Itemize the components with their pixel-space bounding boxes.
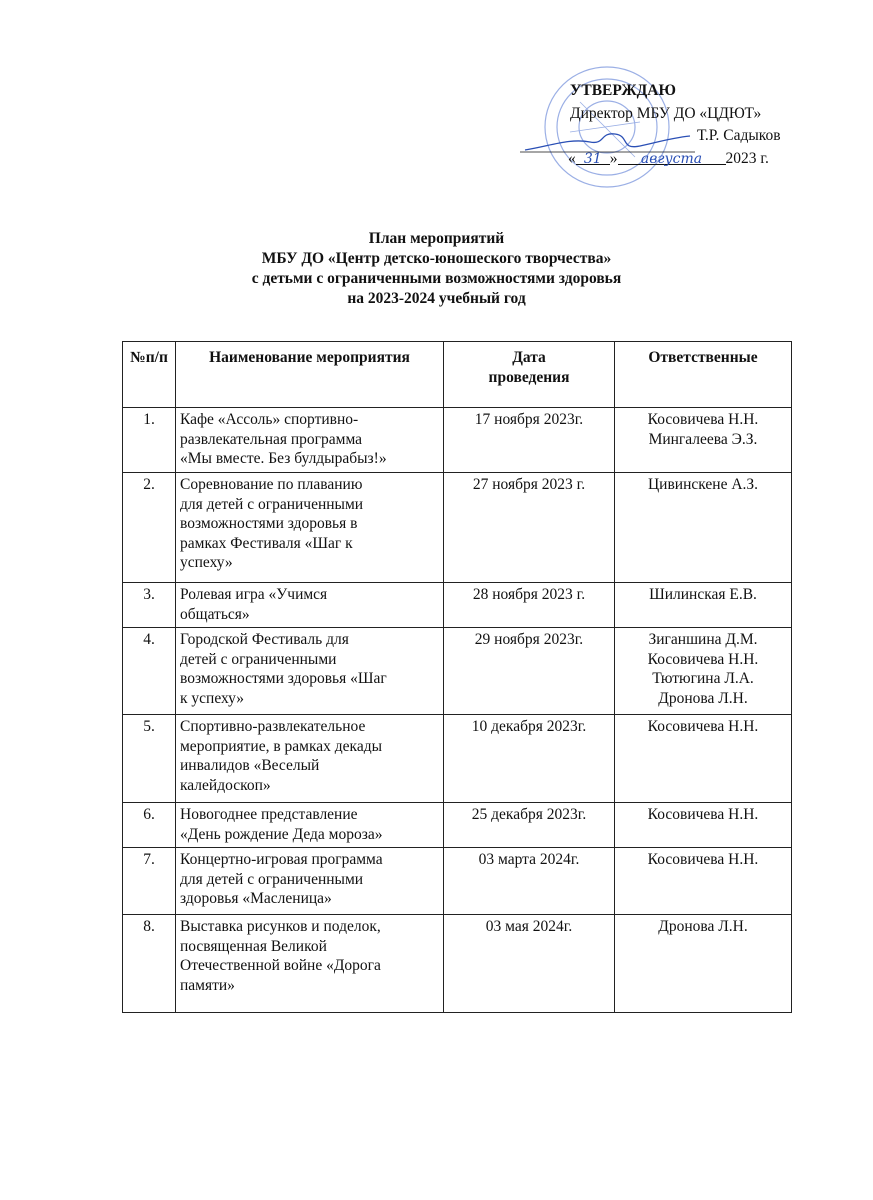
table-body [123, 408, 792, 1013]
event-name-line: памяти» [180, 976, 235, 994]
title-line-1: План мероприятий [368, 230, 505, 247]
event-name [176, 473, 444, 583]
table-header-row [123, 342, 792, 408]
responsible-person: Тютюгина Л.А. [652, 670, 754, 687]
event-date: 25 декабря 2023г. [444, 803, 615, 848]
event-name-line: Городской Фестиваль для [180, 631, 349, 648]
event-responsible [615, 848, 792, 915]
row-number: 1. [123, 408, 176, 473]
table-row [123, 628, 792, 715]
event-responsible [615, 803, 792, 848]
row-number: 3. [123, 583, 176, 628]
event-name [176, 715, 444, 803]
event-name [176, 583, 444, 628]
event-name [176, 408, 444, 473]
event-name-line: детей с ограниченными [180, 650, 337, 668]
event-name-line: развлекательная программа [180, 430, 363, 448]
row-number: 7. [123, 848, 176, 915]
table-row [123, 408, 792, 473]
title-line-2: МБУ ДО «Центр детско-юношеского творчества» [261, 250, 612, 267]
event-name-line: «День рождение Деда мороза» [180, 825, 383, 843]
row-number: 6. [123, 803, 176, 848]
approval-position: Директор МБУ ДО «ЦДЮТ» [570, 105, 762, 122]
table-row [123, 583, 792, 628]
approval-date [568, 148, 769, 170]
responsible-person: Дронова Л.Н. [658, 918, 748, 935]
title-line-4: на 2023-2024 учебный год [347, 290, 526, 307]
responsible-person: Дронова Л.Н. [658, 689, 748, 707]
event-name-line: Новогоднее представление [180, 806, 358, 823]
event-name-line: Выставка рисунков и поделок, [180, 918, 381, 935]
table-row [123, 915, 792, 1013]
event-date: 28 ноября 2023 г. [444, 583, 615, 628]
event-name-line: Ролевая игра «Учимся [180, 586, 328, 603]
event-name-line: успеху» [180, 554, 233, 571]
row-number: 2. [123, 473, 176, 583]
event-name-line: Соревнование по плаванию [180, 476, 363, 493]
event-date: 17 ноября 2023г. [444, 408, 615, 473]
event-name-line: посвященная Великой [180, 937, 327, 955]
events-table [122, 341, 792, 1013]
event-name [176, 848, 444, 915]
responsible-person: Мингалеева Э.З. [648, 430, 758, 448]
event-responsible [615, 408, 792, 473]
event-name-line: возможностями здоровья «Шаг [180, 670, 387, 687]
event-date: 27 ноября 2023 г. [444, 473, 615, 583]
row-number: 4. [123, 628, 176, 715]
event-name [176, 628, 444, 715]
event-responsible [615, 628, 792, 715]
header-num: №п/п [123, 342, 176, 408]
date-year: 2023 г. [725, 150, 769, 167]
document-title [0, 229, 873, 309]
responsible-person: Косовичева Н.Н. [647, 718, 759, 735]
title-line-3: с детьми с ограниченными возможностями здоровья [251, 270, 622, 287]
responsible-person: Косовичева Н.Н. [647, 411, 759, 428]
header-name: Наименование мероприятия [176, 342, 444, 408]
table-row [123, 473, 792, 583]
event-name-line: Кафе «Ассоль» спортивно- [180, 411, 359, 428]
event-date: 29 ноября 2023г. [444, 628, 615, 715]
responsible-person: Косовичева Н.Н. [647, 851, 759, 868]
approval-heading: УТВЕРЖДАЮ [570, 82, 676, 99]
table-row [123, 715, 792, 803]
event-name-line: к успеху» [180, 689, 245, 707]
event-name-line: Спортивно-развлекательное [180, 718, 366, 735]
date-day: 31 [576, 148, 610, 165]
event-name-line: калейдоскоп» [180, 776, 271, 794]
event-name-line: здоровья «Масленица» [180, 890, 332, 907]
event-name-line: общаться» [180, 605, 250, 623]
event-name [176, 915, 444, 1013]
event-name-line: «Мы вместе. Без булдырабыз!» [180, 450, 387, 467]
event-date: 03 мая 2024г. [444, 915, 615, 1013]
event-date: 10 декабря 2023г. [444, 715, 615, 803]
responsible-person: Косовичева Н.Н. [647, 650, 759, 668]
event-name [176, 803, 444, 848]
event-name-line: инвалидов «Веселый [180, 757, 320, 774]
event-name-line: возможностями здоровья в [180, 515, 358, 532]
event-name-line: для детей с ограниченными [180, 495, 364, 513]
event-name-line: Концертно-игровая программа [180, 851, 383, 868]
event-name-line: рамках Фестиваля «Шаг к [180, 534, 353, 552]
responsible-person: Шилинская Е.В. [649, 586, 757, 603]
event-responsible [615, 715, 792, 803]
approval-name: Т.Р. Садыков [697, 127, 781, 144]
table-row [123, 848, 792, 915]
header-date: Дата проведения [444, 342, 615, 408]
table-row [123, 803, 792, 848]
event-date: 03 марта 2024г. [444, 848, 615, 915]
approval-block [0, 0, 873, 200]
event-name-line: Отечественной войне «Дорога [180, 957, 381, 974]
event-name-line: мероприятие, в рамках декады [180, 737, 383, 755]
date-month: августа [618, 148, 726, 165]
event-name-line: для детей с ограниченными [180, 870, 364, 888]
row-number: 5. [123, 715, 176, 803]
responsible-person: Цивинскене А.З. [647, 476, 759, 493]
responsible-person: Зиганшина Д.М. [648, 631, 758, 648]
date-open-quote: « [568, 150, 576, 167]
header-responsible: Ответственные [615, 342, 792, 408]
responsible-person: Косовичева Н.Н. [647, 806, 759, 823]
event-responsible [615, 583, 792, 628]
date-close-quote: » [609, 150, 618, 167]
event-responsible [615, 915, 792, 1013]
event-responsible [615, 473, 792, 583]
row-number: 8. [123, 915, 176, 1013]
